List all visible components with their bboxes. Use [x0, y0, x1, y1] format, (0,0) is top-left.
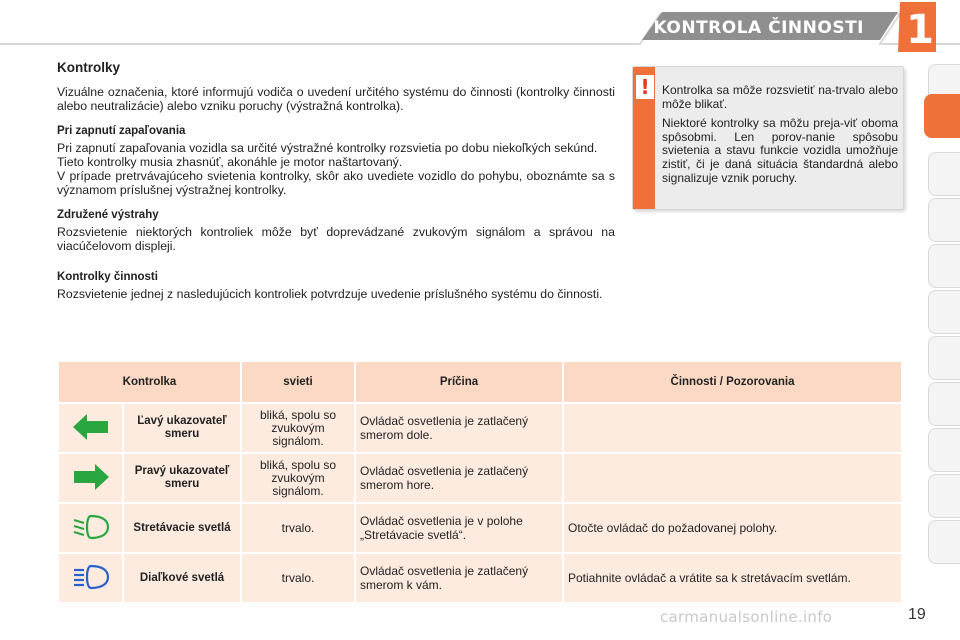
indicator-state: trvalo. — [242, 504, 354, 552]
indicator-name: Pravý ukazovateľ smeru — [124, 454, 240, 502]
indicator-state: trvalo. — [242, 554, 354, 602]
chapter-tab[interactable] — [928, 198, 960, 242]
chapter-tab[interactable] — [928, 382, 960, 426]
column-header: Kontrolka — [59, 362, 240, 402]
watermark: carmanualsonline.info — [660, 608, 833, 626]
indicator-cause: Ovládač osvetlenia je zatlačený smerom dole. — [356, 404, 562, 452]
paragraph: Tieto kontrolky musia zhasnúť, akonáhle je motor naštartovaný. — [57, 155, 403, 169]
chapter-tab[interactable] — [928, 336, 960, 380]
indicator-cause: Ovládač osvetlenia je v polohe „Stretávacie svetlá“. — [356, 504, 562, 552]
indicator-cause: Ovládač osvetlenia je zatlačený smerom hore. — [356, 454, 562, 502]
indicator-state: bliká, spolu so zvukovým signálom. — [242, 454, 354, 502]
right-arrow-icon — [71, 462, 111, 492]
paragraph: Rozsvietenie niektorých kontroliek môže byť doprevádzané zvukovým signálom a správou na viacúčelovom displeji. — [57, 225, 615, 253]
table-row — [59, 504, 901, 552]
left-arrow-icon — [71, 412, 111, 442]
chapter-tab[interactable] — [928, 520, 960, 564]
intro-paragraph: Vizuálne označenia, ktoré informujú vodiča o uvedení určitého systému do činnosti (kontrolky činnosti alebo neutralizácie) alebo vzniku poruchy (výstražná kontrolka). — [57, 85, 615, 113]
column-header: svieti — [242, 362, 354, 402]
table-row — [59, 454, 901, 502]
chapter-tab[interactable] — [928, 244, 960, 288]
indicator-name: Ľavý ukazovateľ smeru — [124, 404, 240, 452]
indicator-name: Diaľkové svetlá — [124, 554, 240, 602]
indicator-state: bliká, spolu so zvukovým signálom. — [242, 404, 354, 452]
indicator-action — [564, 454, 901, 502]
warning-text — [662, 84, 898, 185]
section-title: Kontrolky — [57, 60, 121, 75]
chapter-tab[interactable] — [928, 474, 960, 518]
warning-paragraph: Niektoré kontrolky sa môžu preja-viť oboma spôsobmi. Len porov-nanie spôsobu svietenia a stavu funkcie vozidla umožňuje zistiť, či je daná situácia štandardná alebo signalizuje vznik poruchy. — [662, 116, 898, 185]
paragraph: Rozsvietenie jednej z nasledujúcich kontroliek potvrdzuje uvedenie príslušného systému do činnosti. — [57, 287, 603, 301]
main-content — [57, 60, 615, 301]
chapter-number: 1 — [906, 7, 934, 53]
page-header — [0, 0, 960, 58]
paragraph: V prípade pretrvávajúceho svietenia kontrolky, skôr ako uvediete vozidlo do pohybu, oboznámte sa s významom príslušnej výstražnej kontrolky. — [57, 169, 615, 197]
indicator-action: Otočte ovládač do požadovanej polohy. — [564, 504, 901, 552]
table-row — [59, 404, 901, 452]
subsection-heading: Kontrolky činnosti — [57, 271, 158, 283]
exclamation-icon: ! — [636, 75, 654, 99]
page-number: 19 — [908, 606, 926, 623]
indicator-cause: Ovládač osvetlenia je zatlačený smerom k vám. — [356, 554, 562, 602]
high-beam-icon — [71, 562, 111, 592]
warning-paragraph: Kontrolka sa môže rozsvietiť na-trvalo alebo môže blikať. — [662, 83, 898, 111]
paragraph: Pri zapnutí zapaľovania vozidla sa určité výstražné kontrolky rozsvietia po dobu niekoľkých sekúnd. — [57, 141, 598, 155]
chapter-tab[interactable] — [928, 290, 960, 334]
indicator-table — [57, 360, 903, 604]
chapter-tab-active[interactable] — [924, 94, 960, 138]
chapter-tabs — [928, 64, 960, 584]
subsection-heading: Združené výstrahy — [57, 209, 159, 221]
subsection-heading: Pri zapnutí zapaľovania — [57, 125, 186, 137]
table-header-row — [59, 362, 901, 402]
table-row — [59, 554, 901, 602]
indicator-name: Stretávacie svetlá — [124, 504, 240, 552]
header-title: KONTROLA ČINNOSTI — [653, 18, 864, 38]
indicator-action — [564, 404, 901, 452]
chapter-tab[interactable] — [928, 428, 960, 472]
chapter-tab[interactable] — [928, 152, 960, 196]
low-beam-icon — [71, 512, 111, 542]
warning-note — [632, 66, 904, 210]
column-header: Činnosti / Pozorovania — [564, 362, 901, 402]
column-header: Príčina — [356, 362, 562, 402]
indicator-action: Potiahnite ovládač a vrátite sa k stretávacím svetlám. — [564, 554, 901, 602]
